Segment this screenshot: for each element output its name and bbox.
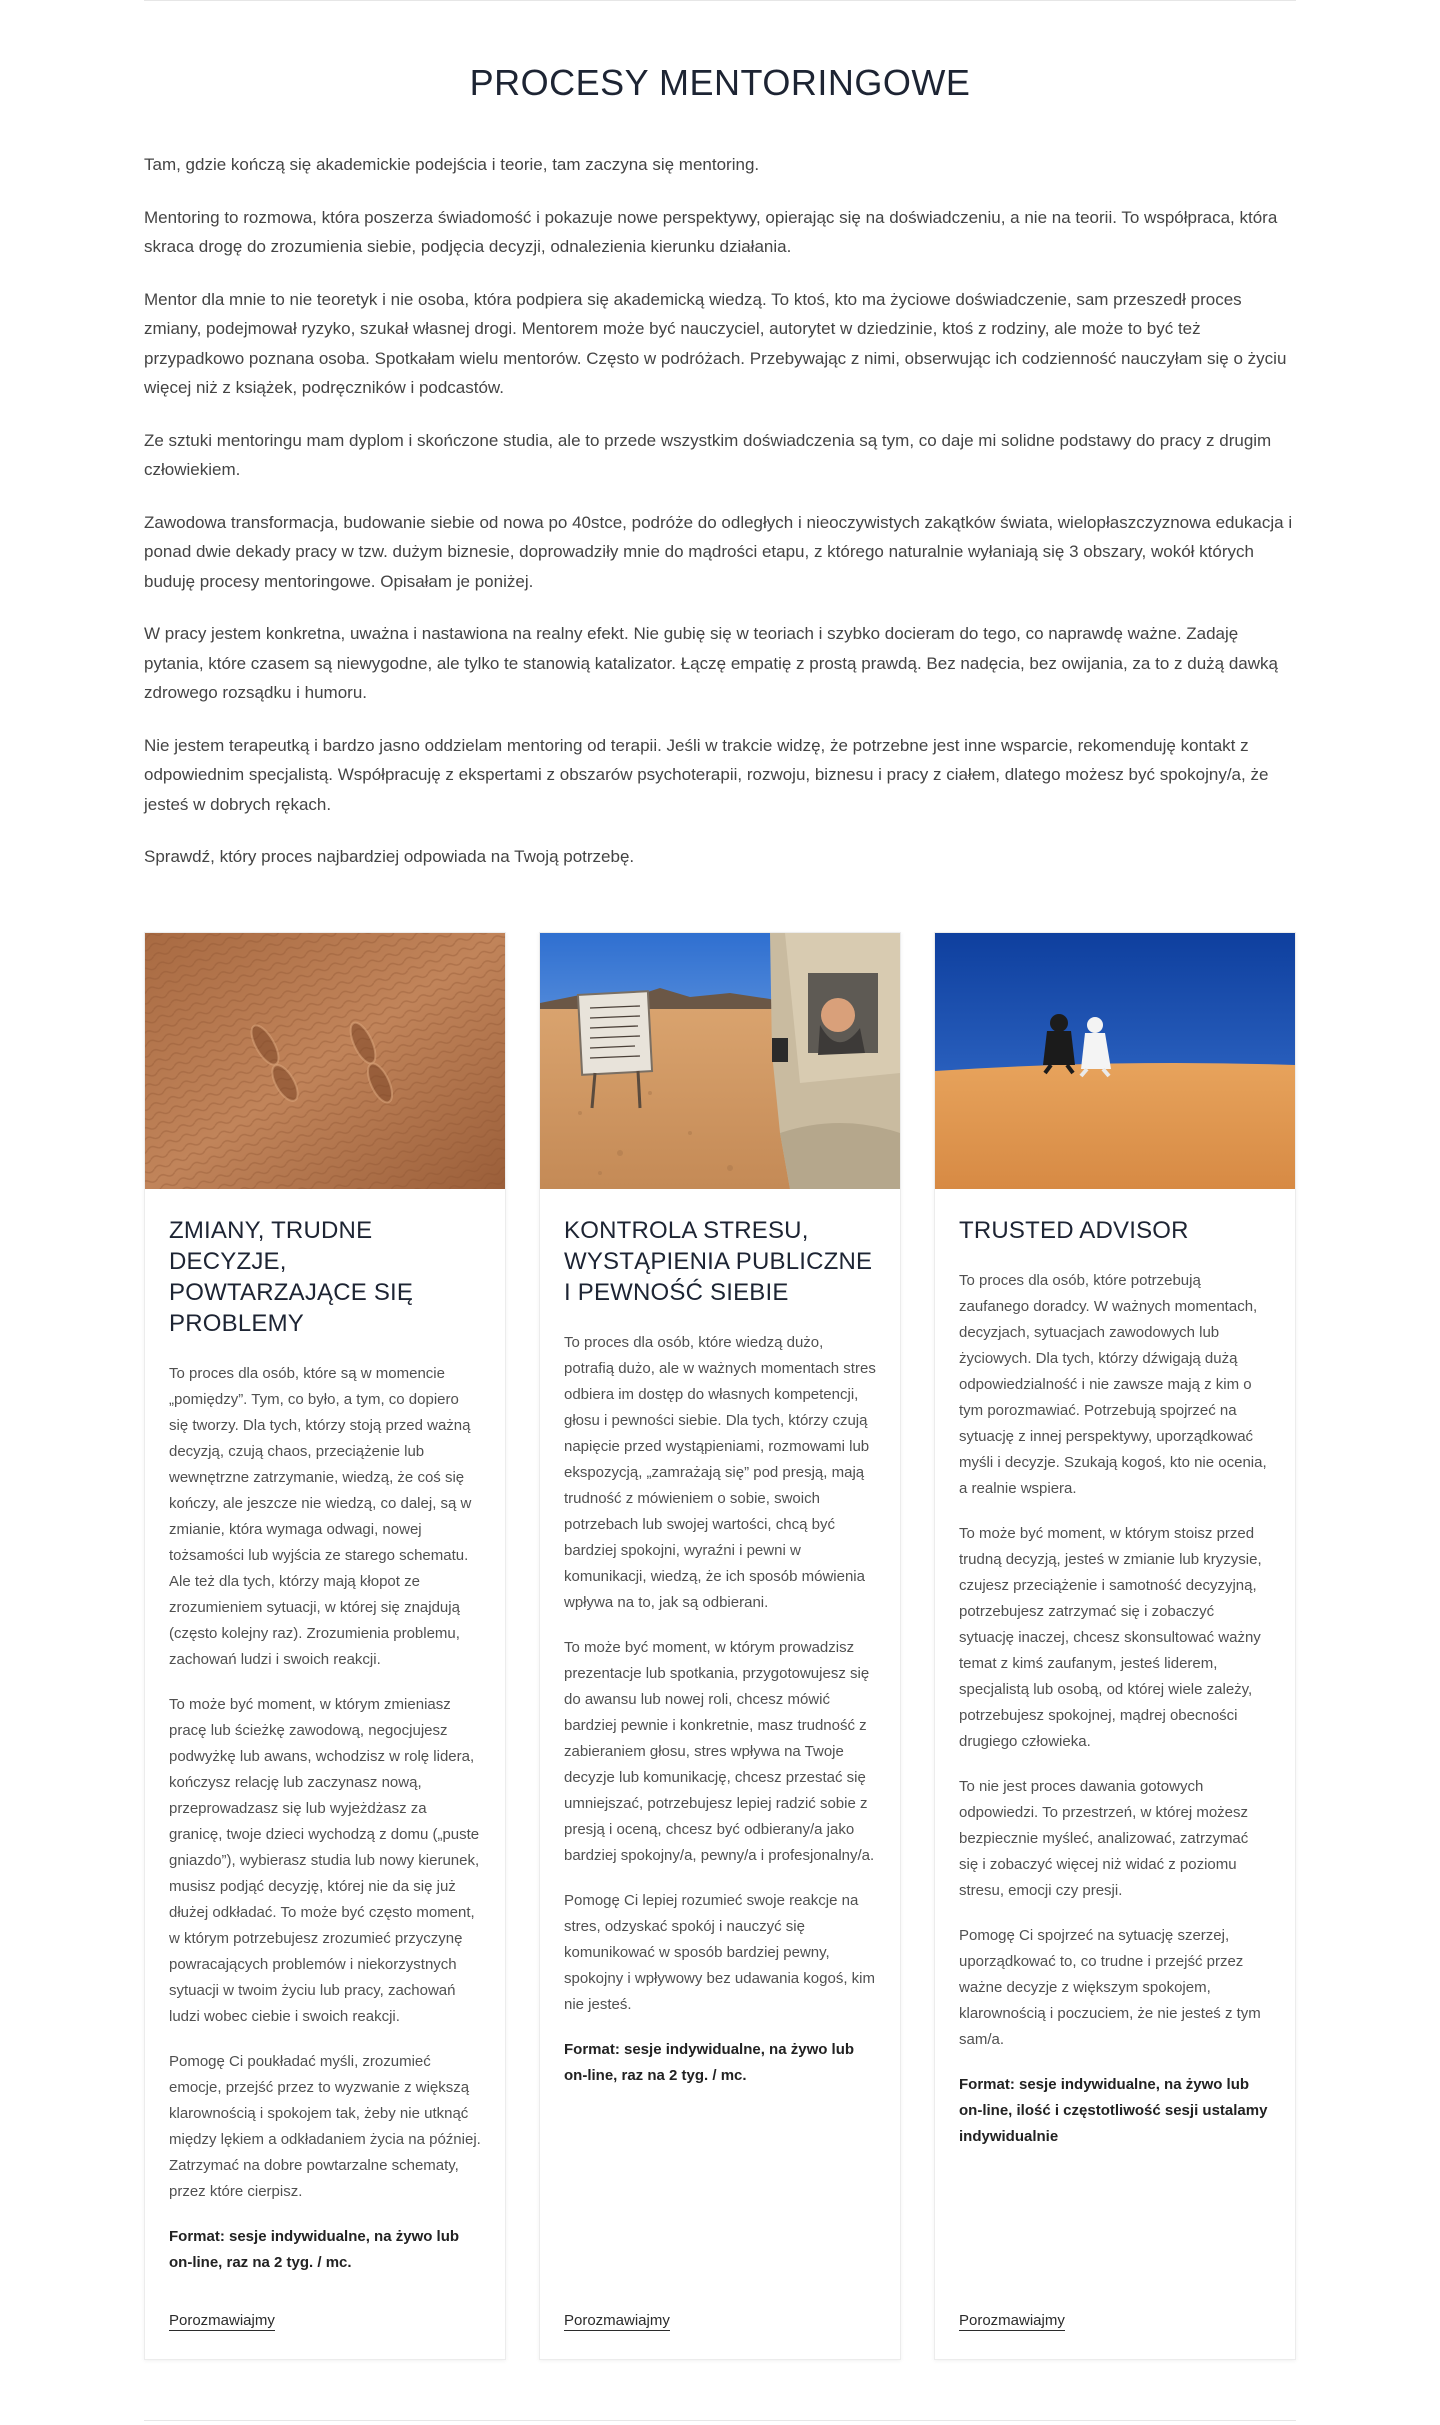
desert-jeep-sign-photo — [540, 933, 900, 1189]
card-paragraph: To nie jest proces dawania gotowych odpowiedzi. To przestrzeń, w której możesz bezpiecznie myśleć, analizować, zatrzymać się i zobaczyć więcej niż widać z poziomu stresu, emocji czy presji. — [959, 1778, 1249, 1899]
contact-link[interactable]: Porozmawiajmy — [959, 2312, 1065, 2329]
intro-paragraph: Ze sztuki mentoringu mam dyplom i skończone studia, ale to przede wszystkim doświadczenia są tym, co daje mi solidne podstawy do pracy z drugim człowiekiem. — [144, 430, 1272, 479]
intro-paragraph: Mentor dla mnie to nie teoretyk i nie osoba, która podpiera się akademicką wiedzą. To ktoś, kto ma życiowe doświadczenie, sam przeszedł proces zmiany, podejmował ryzyko, szukał własnej drogi. Mentorem może być nauczyciel, autorytet w dziedzinie, ktoś z rodziny, ale może to być też przypadkowo poznana osoba. Spotkałam wielu mentorów. Często w podróżach. Przebywając z nimi, obserwując ich codzienność nauczyłam się o życiu więcej niż z książek, podręczników i podcastów. — [144, 289, 1287, 397]
intro-paragraph: W pracy jestem konkretna, uważna i nastawiona na realny efekt. Nie gubię się w teoriach i szybko docieram do tego, co naprawdę ważne. Zadaję pytania, które czasem są niewygodne, ale tylko te stanowią katalizator. Łączę empatię z prostą prawdą. Bez nadęcia, bez owijania, za to z dużą dawką zdrowego rozsądku i humoru. — [144, 624, 1278, 702]
card-paragraph: To może być moment, w którym zmieniasz pracę lub ścieżkę zawodową, negocjujesz podwyżkę lub awans, wchodzisz w rolę lidera, kończysz relację lub zaczynasz nową, przeprowadzasz się lub wyjeżdżasz za granicę, twoje dzieci wychodzą z domu („puste gniazdo”), wybierasz studia lub nowy kierunek, musisz podjąć decyzję, której nie da się już dłużej odkładać. To może być często moment, w którym potrzebujesz zrozumieć przyczynę powracających problemów i niekorzystnych sytuacji w twoim życiu lub pracy, zachowań ludzi wobec ciebie i swoich reakcji. — [169, 1696, 480, 2025]
card-paragraph: To może być moment, w którym stoisz przed trudną decyzją, jesteś w zmianie lub kryzysie, czujesz przeciążenie i samotność decyzyjną, potrzebujesz zatrzymać się i zobaczyć sytuację inaczej, chcesz skonsultować ważny temat z kimś zaufanym, jesteś liderem, specjalistą lub osobą, od której wiele zależy, potrzebujesz spokojnej, mądrej obecności drugiego człowieka. — [959, 1525, 1262, 1750]
intro-paragraph: Mentoring to rozmowa, która poszerza świadomość i pokazuje nowe perspektywy, opierając się na doświadczeniu, a nie na teorii. To współpraca, która skraca drogę do zrozumienia siebie, podjęcia decyzji, odnalezienia kierunku działania. — [144, 207, 1278, 256]
card-paragraph: Pomogę Ci spojrzeć na sytuację szerzej, uporządkować to, co trudne i przejść przez ważne decyzje z większym spokojem, klarownością i poczuciem, że nie jesteś z tym sam/a. — [959, 1927, 1261, 2048]
card-title: ZMIANY, TRUDNE DECYZJE, POWTARZAJĄCE SIĘ PROBLEMY — [169, 1217, 414, 1337]
card-format: Format: sesje indywidualne, na żywo lub on-line, raz na 2 tyg. / mc. — [169, 2228, 460, 2271]
dune-walkers-photo — [935, 933, 1295, 1189]
card-body — [540, 1189, 900, 2089]
top-divider — [144, 0, 1296, 1]
process-card-advisor — [934, 932, 1296, 2360]
card-paragraph: Pomogę Ci poukładać myśli, zrozumieć emocje, przejść przez to wyzwanie z większą klarownością i spokojem tak, żeby nie utknąć między lękiem a odkładaniem życia na później. Zatrzymać na dobre powtarzalne schematy, przez które cierpisz. — [169, 2053, 481, 2200]
intro-paragraph: Zawodowa transformacja, budowanie siebie od nowa po 40stce, podróże do odległych i nieoczywistych zakątków świata, wielopłaszczyznowa edukacja i ponad dwie dekady pracy w tzw. dużym biznesie, doprowadziły mnie do mądrości etapu, z którego naturalnie wyłaniają się 3 obszary, wokół których buduję procesy mentoringowe. Opisałam je poniżej. — [144, 512, 1293, 591]
footprints-in-sand-photo — [145, 933, 505, 1189]
card-paragraph: To proces dla osób, które są w momencie „pomiędzy”. Tym, co było, a tym, co dopiero się tworzy. Dla tych, którzy stoją przed ważną decyzją, czują chaos, przeciążenie lub wewnętrzne zatrzymanie, wiedzą, że coś się kończy, ale jeszcze nie wiedzą, co dalej, są w zmianie, która wymaga odwagi, nowej tożsamości lub wyjścia ze starego schematu. Ale też dla tych, którzy mają kłopot ze zrozumieniem sytuacji, w której się znajdują (często kolejny raz). Zrozumienia problemu, zachowań ludzi i swoich reakcji. — [169, 1365, 472, 1668]
card-title: TRUSTED ADVISOR — [959, 1217, 1189, 1244]
process-cards — [144, 932, 1296, 2360]
card-body — [145, 1189, 505, 2276]
intro-section — [144, 150, 1296, 895]
process-card-stress — [539, 932, 901, 2360]
intro-paragraph: Tam, gdzie kończą się akademickie podejścia i teorie, tam zaczyna się mentoring. — [144, 155, 760, 174]
card-format: Format: sesje indywidualne, na żywo lub on-line, raz na 2 tyg. / mc. — [564, 2041, 855, 2084]
intro-paragraph: Sprawdź, który proces najbardziej odpowiada na Twoją potrzebę. — [144, 847, 635, 866]
card-title: KONTROLA STRESU, WYSTĄPIENIA PUBLICZNE I PEWNOŚĆ SIEBIE — [564, 1217, 873, 1306]
card-paragraph: To proces dla osób, które wiedzą dużo, potrafią dużo, ale w ważnych momentach stres odbiera im dostęp do własnych kompetencji, głosu i pewności siebie. Dla tych, którzy czują napięcie przed wystąpieniami, rozmowami lub ekspozycją, „zamrażają się” pod presją, mają trudność z mówieniem o sobie, swoich potrzebach lub swojej wartości, chcą być bardziej spokojni, wyraźni i pewni w komunikacji, wiedzą, że ich sposób mówienia wpływa na to, jak są odbierani. — [564, 1334, 876, 1611]
card-paragraph: To może być moment, w którym prowadzisz prezentacje lub spotkania, przygotowujesz się do awansu lub nowej roli, chcesz mówić bardziej pewnie i konkretnie, masz trudność z zabieraniem głosu, stres wpływa na Twoje decyzje lub komunikację, chcesz przestać się umniejszać, potrzebujesz lepiej radzić sobie z presją i oceną, chcesz być odbierany/a jako bardziej spokojny/a, pewny/a i profesjonalny/a. — [564, 1639, 875, 1864]
bottom-divider — [144, 2420, 1296, 2421]
card-format: Format: sesje indywidualne, na żywo lub on-line, ilość i częstotliwość sesji ustalamy indywidualnie — [959, 2076, 1268, 2145]
card-body — [935, 1189, 1295, 2150]
contact-link[interactable]: Porozmawiajmy — [564, 2312, 670, 2329]
contact-link[interactable]: Porozmawiajmy — [169, 2312, 275, 2329]
page-title: PROCESY MENTORINGOWE — [469, 62, 971, 103]
intro-paragraph: Nie jestem terapeutką i bardzo jasno oddzielam mentoring od terapii. Jeśli w trakcie widzę, że potrzebne jest inne wsparcie, rekomenduję kontakt z odpowiednim specjalistą. Współpracuję z ekspertami z obszarów psychoterapii, rozwoju, biznesu i pracy z ciałem, dlatego możesz być spokojny/a, że jesteś w dobrych rękach. — [144, 735, 1269, 814]
card-paragraph: Pomogę Ci lepiej rozumieć swoje reakcje na stres, odzyskać spokój i nauczyć się komunikować w sposób bardziej pewny, spokojny i wpływowy bez udawania kogoś, kim nie jesteś. — [564, 1892, 875, 2013]
process-card-changes — [144, 932, 506, 2360]
card-paragraph: To proces dla osób, które potrzebują zaufanego doradcy. W ważnych momentach, decyzjach, sytuacjach zawodowych lub życiowych. Dla tych, którzy dźwigają dużą odpowiedzialność i nie zawsze mają z kim o tym porozmawiać. Potrzebują spojrzeć na sytuację z innej perspektywy, uporządkować myśli i decyzje. Szukają kogoś, kto nie ocenia, a realnie wspiera. — [959, 1272, 1267, 1497]
